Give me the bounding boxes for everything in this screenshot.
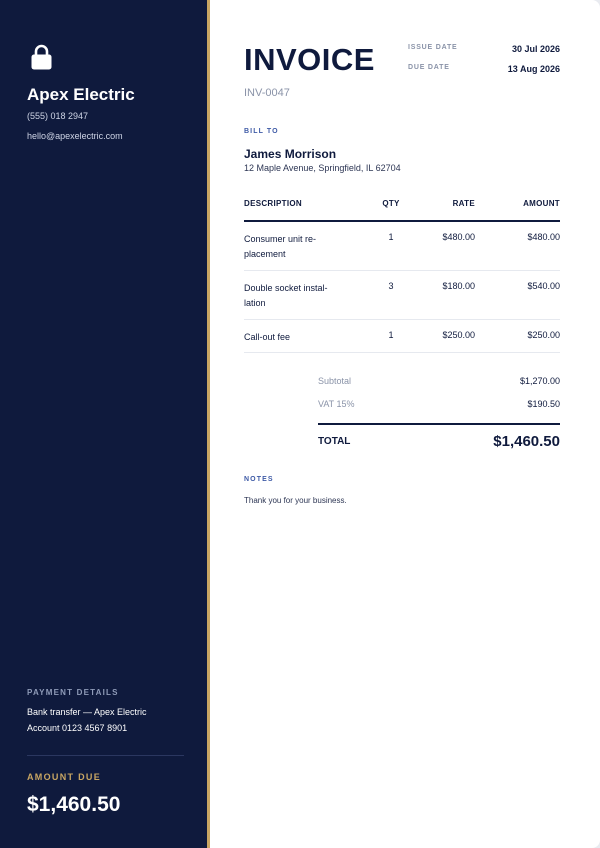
- row-amount: $540.00: [527, 281, 560, 291]
- notes-text: Thank you for your business.: [244, 496, 347, 505]
- invoice-title: INVOICE: [244, 42, 375, 77]
- row-rate: $480.00: [442, 232, 475, 242]
- client-name: James Morrison: [244, 147, 337, 161]
- payment-account: Account 0123 4567 8901: [27, 723, 128, 733]
- row-rate: $250.00: [442, 330, 475, 340]
- vat-value: $190.50: [527, 399, 560, 409]
- header-amount: AMOUNT: [523, 199, 560, 208]
- total-label: TOTAL: [318, 436, 351, 447]
- header-qty: QTY: [382, 199, 400, 208]
- subtotal-label: Subtotal: [318, 376, 352, 386]
- company-name: Apex Electric: [27, 85, 135, 104]
- payment-details-label: PAYMENT DETAILS: [27, 688, 119, 697]
- issue-date-value: 30 Jul 2026: [511, 44, 560, 54]
- bill-to-label: BILL TO: [244, 128, 279, 135]
- company-phone: (555) 018 2947: [27, 111, 89, 121]
- row-qty: 3: [388, 281, 394, 291]
- header-description: DESCRIPTION: [244, 199, 302, 208]
- row-description: Consumer unit re-placement: [244, 234, 317, 259]
- client-address: 12 Maple Avenue, Springfield, IL 62704: [244, 163, 401, 173]
- subtotal-value: $1,270.00: [519, 376, 560, 386]
- notes-label: NOTES: [244, 476, 274, 483]
- amount-due-label: AMOUNT DUE: [27, 772, 101, 782]
- row-amount: $480.00: [527, 232, 560, 242]
- invoice-number: INV-0047: [244, 87, 290, 99]
- accent-divider: [207, 0, 210, 848]
- row-rate: $180.00: [442, 281, 475, 291]
- row-qty: 1: [388, 330, 394, 340]
- row-amount: $250.00: [527, 330, 560, 340]
- payment-method: Bank transfer — Apex Electric: [27, 707, 147, 717]
- amount-due-value: $1,460.50: [27, 793, 121, 816]
- due-date-label: DUE DATE: [408, 64, 450, 71]
- table-header: [244, 194, 560, 222]
- due-date-value: 13 Aug 2026: [507, 64, 560, 74]
- sidebar-divider: [27, 755, 184, 756]
- company-email: hello@apexelectric.com: [27, 131, 123, 141]
- sidebar: [0, 0, 207, 848]
- table-row: [244, 320, 560, 353]
- row-qty: 1: [388, 232, 394, 242]
- table-row: [244, 222, 560, 271]
- total-divider: [318, 423, 560, 425]
- lock-icon: [31, 44, 52, 70]
- line-items-table: [244, 194, 560, 353]
- issue-date-label: ISSUE DATE: [408, 44, 458, 51]
- table-row: [244, 271, 560, 320]
- row-description: Double socket instal-lation: [244, 283, 328, 308]
- total-value: $1,460.50: [493, 433, 560, 450]
- vat-label: VAT 15%: [318, 399, 355, 409]
- header-rate: RATE: [452, 199, 475, 208]
- row-description: Call-out fee: [244, 332, 291, 342]
